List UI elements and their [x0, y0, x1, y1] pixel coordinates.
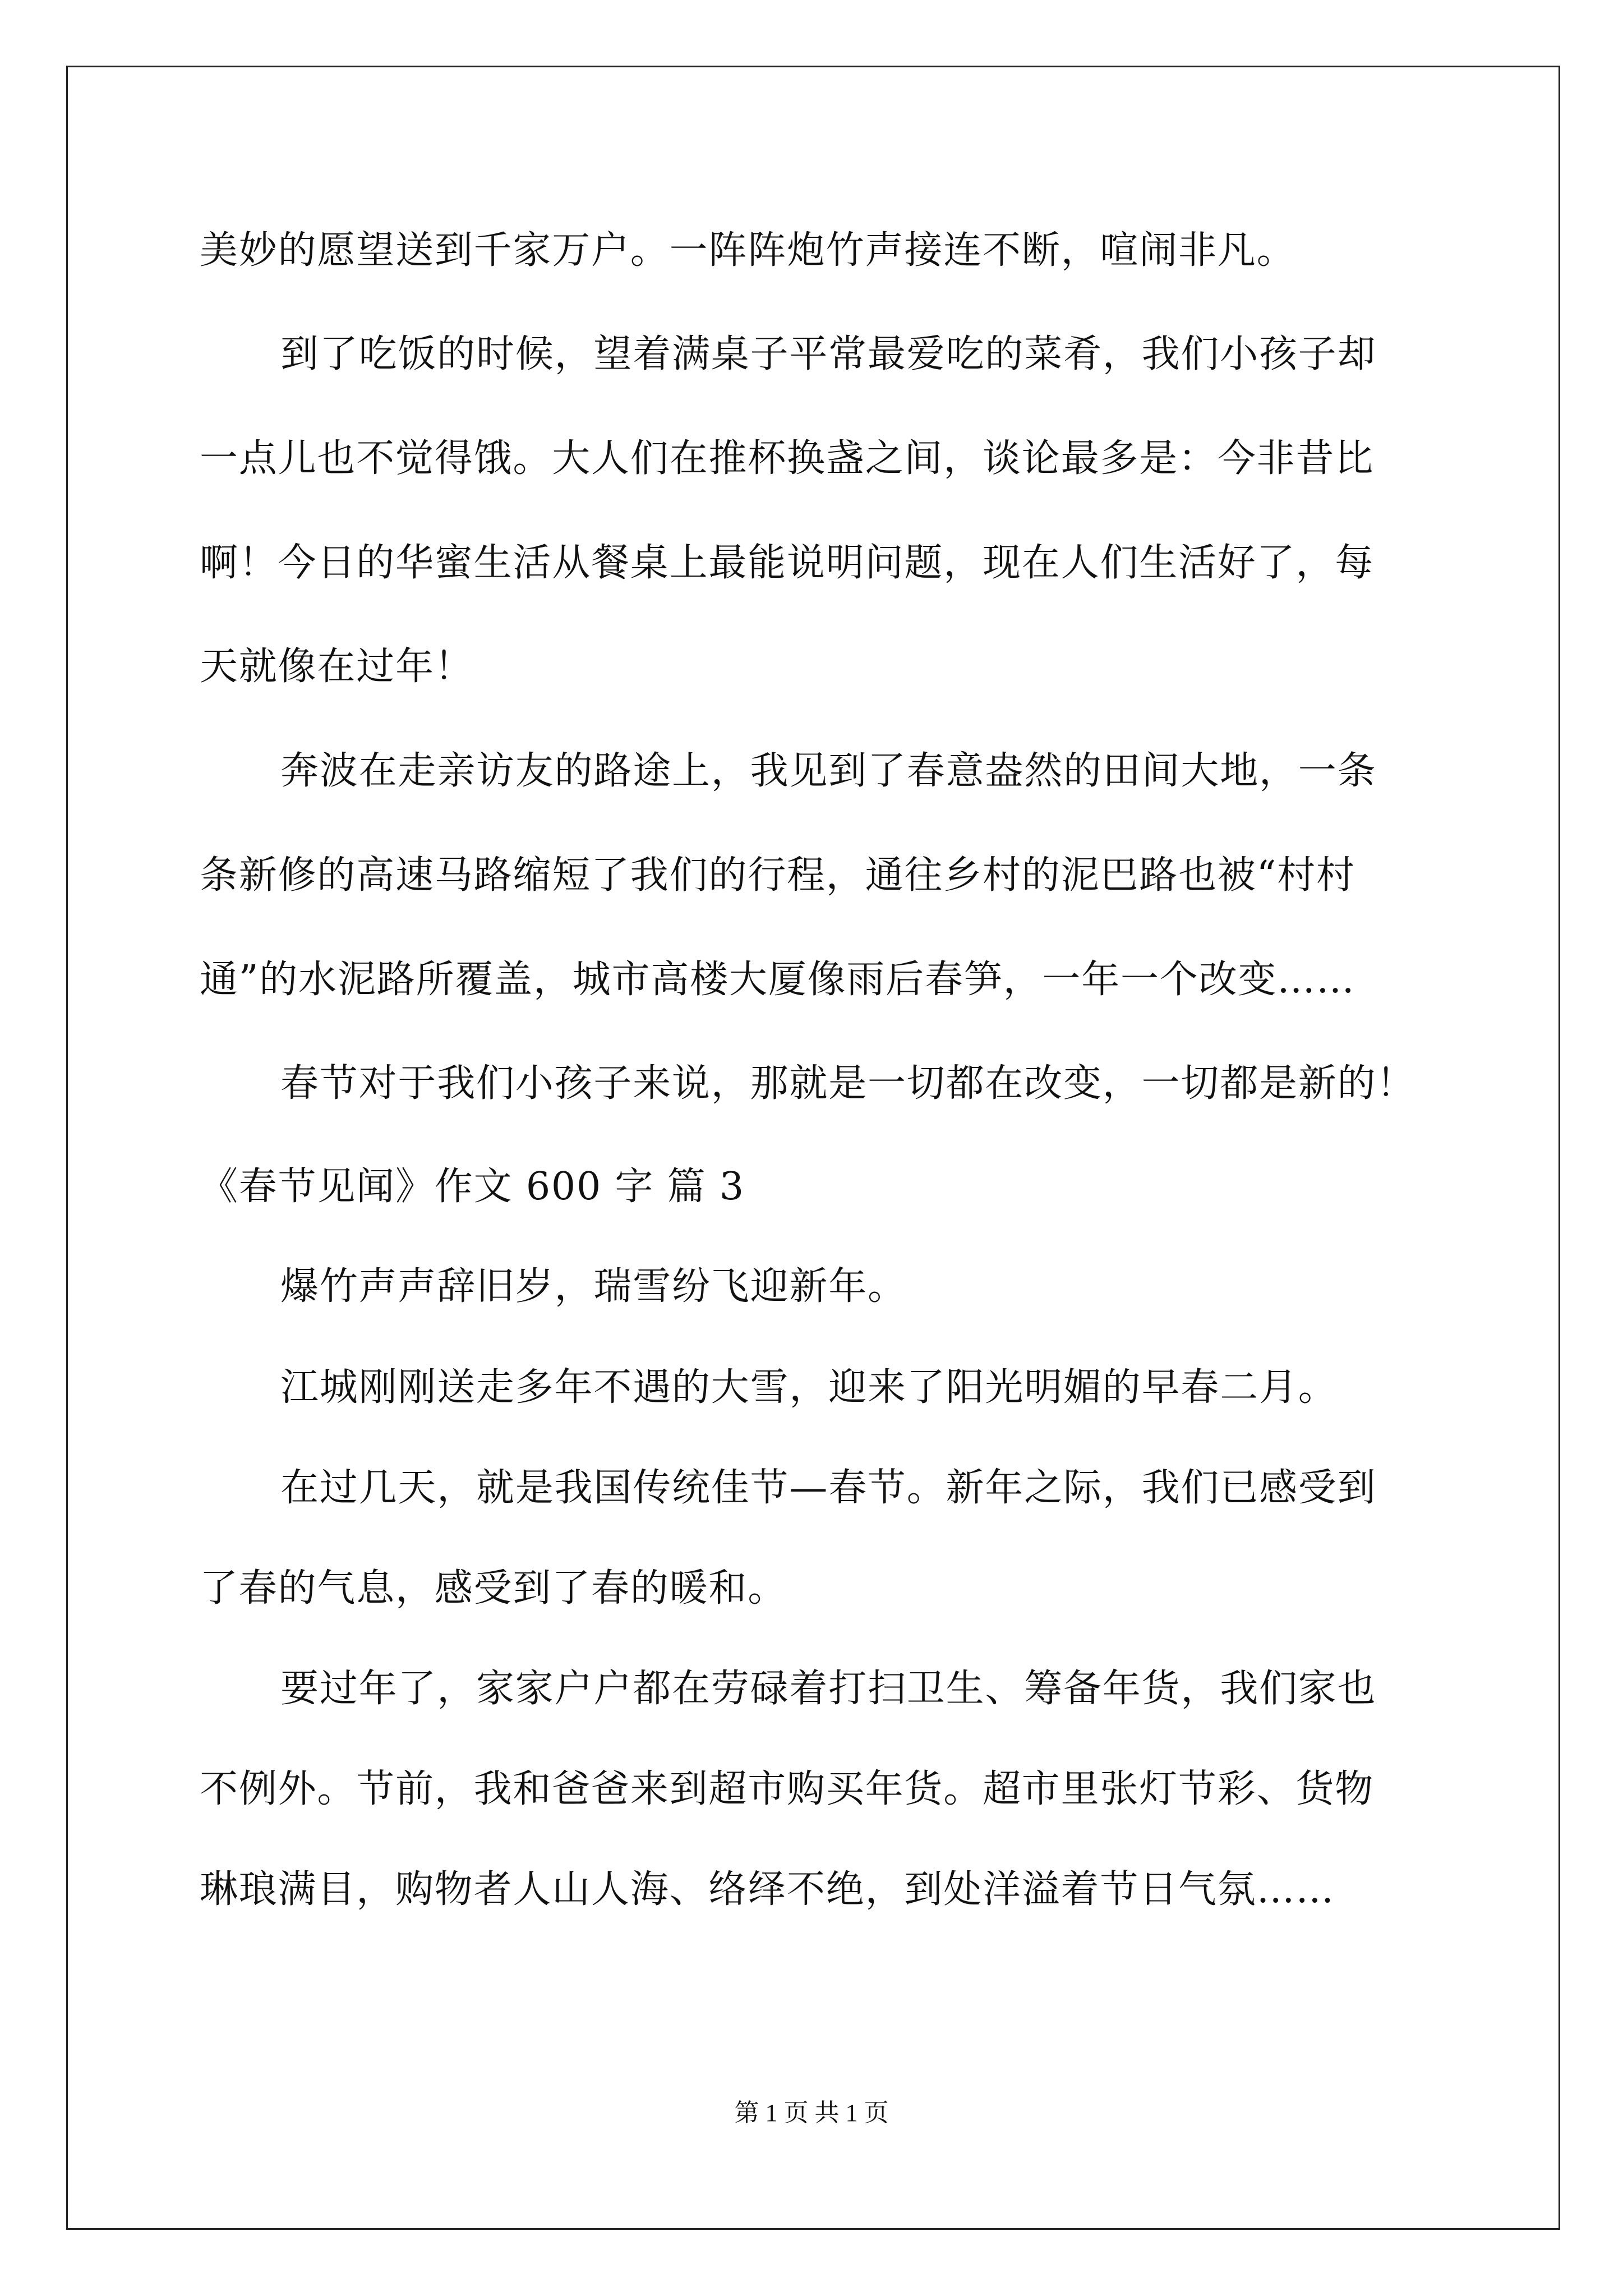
text-line: 通”的水泥路所覆盖，城市高楼大厦像雨后春笋，一年一个改变…… — [200, 958, 1355, 1002]
text-line: 了春的气息，感受到了春的暖和。 — [200, 1566, 787, 1611]
text-line: 奔波在走亲访友的路途上，我见到了春意盎然的田间大地，一条 — [280, 749, 1377, 793]
text-line: 美妙的愿望送到千家万户。一阵阵炮竹声接连不断，喧闹非凡。 — [200, 228, 1296, 273]
text-line: 要过年了，家家户户都在劳碌着打扫卫生、筹备年货，我们家也 — [280, 1667, 1377, 1711]
text-line: 啊！今日的华蜜生活从餐桌上最能说明问题，现在人们生活好了，每 — [200, 541, 1375, 585]
text-line: 到了吃饭的时候，望着满桌子平常最爱吃的菜肴，我们小孩子却 — [280, 332, 1377, 376]
text-line: 江城刚刚送走多年不遇的大雪，迎来了阳光明媚的早春二月。 — [280, 1365, 1338, 1410]
text-line: 在过几天，就是我国传统佳节—春节。新年之际，我们已感受到 — [280, 1466, 1377, 1510]
text-line: 条新修的高速马路缩短了我们的行程，通往乡村的泥巴路也被“村村 — [200, 853, 1355, 898]
page-number-footer: 第 1 页 共 1 页 — [734, 2099, 889, 2127]
section-heading: 《春节见闻》作文 600 字 篇 3 — [200, 1165, 745, 1209]
text-line: 琳琅满目，购物者人山人海、络绎不绝，到处洋溢着节日气氛…… — [200, 1867, 1335, 1912]
text-line: 不例外。节前，我和爸爸来到超市购买年货。超市里张灯节彩、货物 — [200, 1767, 1375, 1811]
text-line: 天就像在过年！ — [200, 645, 474, 689]
text-line: 一点儿也不觉得饿。大人们在推杯换盏之间，谈论最多是：今非昔比 — [200, 436, 1375, 481]
text-line: 爆竹声声辞旧岁，瑞雪纷飞迎新年。 — [280, 1264, 907, 1309]
text-line: 春节对于我们小孩子来说，那就是一切都在改变，一切都是新的！ — [280, 1061, 1416, 1106]
